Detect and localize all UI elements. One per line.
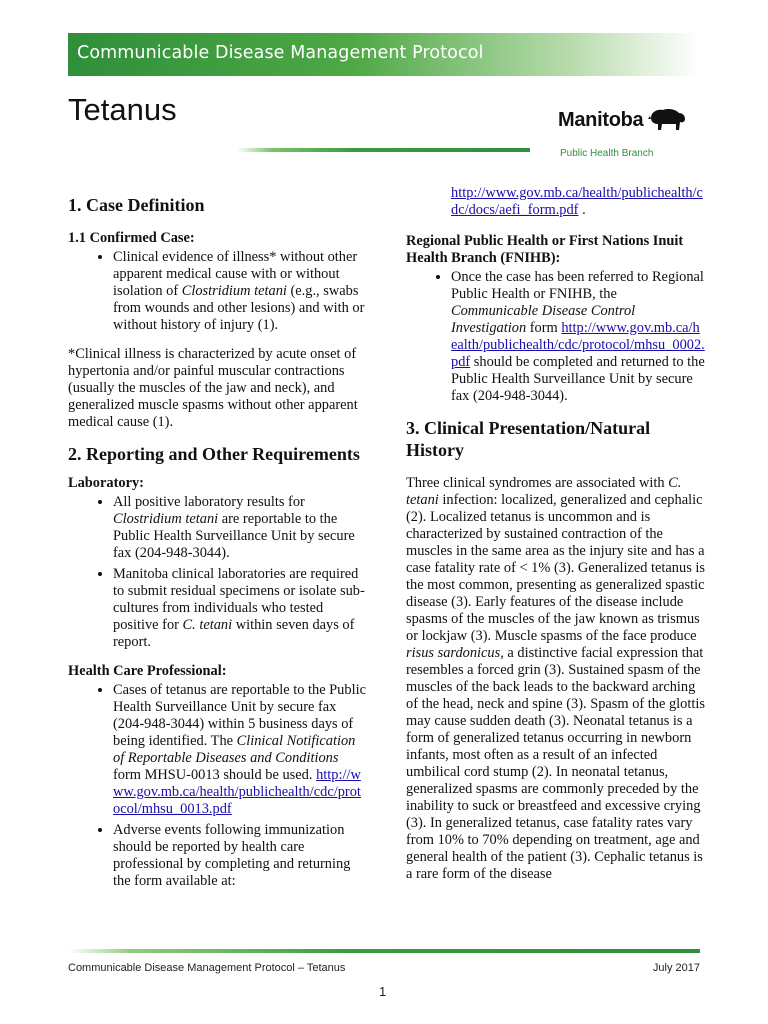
confirmed-case-subheading: 1.1 Confirmed Case: (68, 230, 195, 246)
footer-title: Communicable Disease Management Protocol – Tetanus (68, 962, 346, 974)
hcp-list (68, 682, 368, 890)
banner-title: Communicable Disease Management Protocol (77, 43, 484, 63)
page-number: 1 (379, 984, 387, 999)
aefi-link-line: http://www.gov.mb.ca/health/publichealth/cdc/docs/aefi_form.pdf . (451, 185, 703, 218)
bison-icon (648, 106, 688, 134)
health-care-professional-subheading: Health Care Professional: (68, 663, 227, 679)
list-item: • Cases of tetanus are reportable to the Public Health Surveillance Unit by secure fax (204-948-3044) within 5 business days of being identified. The Clinical Notification of Reportable Diseases and Conditions form MHSU-0013 should be used. http://www.gov.mb.ca/health/publichealth/cdc/protocol/mhsu_0013.pdf (113, 682, 368, 818)
list-item: • Adverse events following immunization should be reported by health care professional by completing and returning the form available at: (113, 822, 368, 890)
regional-public-health-subheading: Regional Public Health or First Nations Inuit Health Branch (FNIHB): (406, 233, 684, 266)
clinical-presentation-text: Three clinical syndromes are associated with C. tetani infection: localized, generalized and cephalic (2). Localized tetanus is uncommon and is characterized by sustained contraction of the muscles in the same area as the injury site and has a case fatality rate of < 1% (3). Generalized tetanus is the most common, presenting as generalized spastic disease (3). Early features of the disease include spasms of the muscles of the jaw known as trismus or lockjaw (3). Muscle spasms of the face produce risus sardonicus, a distinctive facial expression that resembles a forced grin (3). Sustained spasm of the muscles of the back leads to the backward arching of the head, neck and spine (3). Spasm of the glottis may cause sudden death (3). Neonatal tetanus is a form of generalized tetanus occurring in newborn infants, most often as a result of an infected umbilical cord stump (2). In neonatal tetanus, generalized spasms are commonly preceded by the inability to suck or breastfeed and excessive crying (3). In generalized tetanus, case fatality rates vary from 10% to 70% depending on treatment, age and general health of the patient (3). Cephalic tetanus is a rare form of the disease (406, 475, 705, 882)
mhsu-0013-link[interactable]: http://www.gov.mb.ca/health/publichealth/cdc/protocol/mhsu_0013.pdf (113, 767, 361, 817)
footer-date: July 2017 (652, 962, 700, 974)
laboratory-subheading: Laboratory: (68, 475, 144, 491)
title-divider (237, 148, 530, 152)
clinical-illness-note: *Clinical illness is characterized by acute onset of hypertonia and/or painful muscular contractions (usually the muscles of the jaw and neck), and generalized muscle spasms without other apparent medical cause (1). (68, 346, 358, 430)
aefi-form-link[interactable]: http://www.gov.mb.ca/health/publichealth/cdc/docs/aefi_form.pdf (451, 185, 703, 218)
manitoba-logo (558, 106, 698, 136)
logo-subtitle: Public Health Branch (560, 148, 654, 159)
mhsu-0002-link[interactable]: http://www.gov.mb.ca/health/publichealth/cdc/protocol/mhsu_0002.pdf (451, 320, 705, 370)
confirmed-case-list (68, 249, 368, 334)
list-item: • Clinical evidence of illness* without other apparent medical cause with or without isolation of Clostridium tetani (e.g., swabs from wounds and other lesions) and with or without history of injury (1). (113, 249, 368, 334)
list-item: • All positive laboratory results for Clostridium tetani are reportable to the Public Health Surveillance Unit by secure fax (204-948-3044). (113, 494, 368, 562)
case-definition-heading: 1. Case Definition (68, 195, 205, 215)
clinical-presentation-heading: 3. Clinical Presentation/Natural History (406, 418, 651, 460)
logo-wordmark: Manitoba (558, 109, 644, 131)
right-column (406, 185, 706, 895)
reporting-heading: 2. Reporting and Other Requirements (68, 444, 360, 464)
list-item: • Manitoba clinical laboratories are required to submit residual specimens or isolate sub-cultures from individuals who tested positive for C. tetani within seven days of report. (113, 566, 368, 651)
page-title: Tetanus (68, 92, 177, 127)
footer-divider (68, 949, 700, 953)
left-column (68, 194, 368, 902)
laboratory-list (68, 494, 368, 651)
regional-public-health-list (406, 269, 706, 405)
list-item: • Once the case has been referred to Regional Public Health or FNIHB, the Communicable Disease Control Investigation form http://www.gov.mb.ca/health/publichealth/cdc/protocol/mhsu_0002.pdf should be completed and returned to the Public Health Surveillance Unit by secure fax (204-948-3044). (451, 269, 706, 405)
